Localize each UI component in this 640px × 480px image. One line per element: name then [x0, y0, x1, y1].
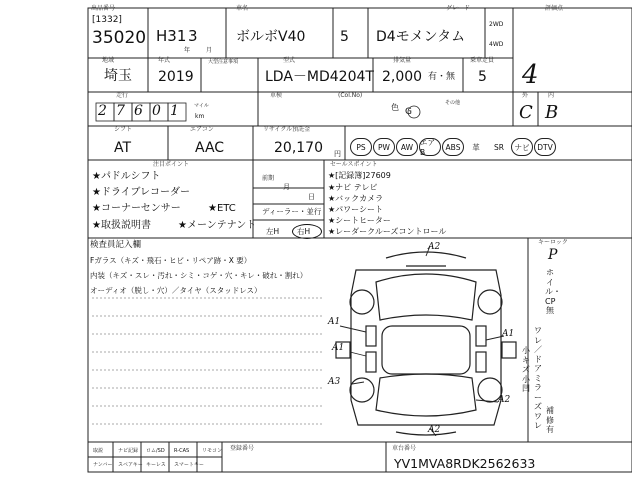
ac-label: エアコン	[190, 126, 214, 133]
sales-item: ★シートヒーター	[328, 216, 391, 225]
lot-label: 出品番号	[91, 5, 116, 12]
dealer-label: ディーラー・並行	[262, 207, 322, 216]
diagram-marks	[326, 240, 526, 436]
drive-4wd: 4WD	[489, 41, 504, 48]
color-other: その他	[445, 100, 461, 106]
chassis-label: 車台番号	[392, 445, 417, 452]
lot-bracket: [1332]	[92, 15, 122, 25]
equip-item: スマートキー	[174, 462, 204, 468]
mileage-digit: 1	[170, 103, 179, 119]
model-code: LDA－MD4204T	[265, 69, 374, 85]
option-navi: ナビ	[511, 138, 533, 156]
equip-item: スペアキー	[118, 462, 143, 468]
sales-item: ★ナビ テレビ	[328, 183, 378, 192]
color-label: 色	[391, 103, 399, 112]
inspector-interior: 内装（キズ・スレ・汚れ・シミ・コゲ・穴・キレ・破れ・割れ）	[90, 271, 308, 280]
option-dtv: DTV	[534, 138, 556, 156]
region-label: 地域	[102, 57, 115, 64]
cc-label: 排気量	[393, 57, 412, 64]
sales-title: セールスポイント	[330, 161, 378, 168]
interior-grade: B	[545, 102, 559, 123]
grade-label: グレード	[446, 5, 471, 12]
option-ps: PS	[350, 138, 372, 156]
registration-label: 登録番号	[230, 445, 255, 452]
auction-sheet	[8, 6, 632, 474]
grade: D4モメンタム	[376, 29, 466, 45]
mileage-digit: 7	[116, 103, 125, 119]
fuel: 有・無	[428, 72, 456, 82]
year-short: 3	[188, 27, 198, 45]
interior-label: 内	[548, 92, 555, 99]
equip-item: リモコン	[202, 448, 223, 454]
lot-number: 35020	[92, 28, 147, 48]
option-abs: ABS	[442, 138, 464, 156]
sales-item: ★パワーシート	[328, 205, 384, 214]
mileage-unit-km: km	[195, 113, 205, 120]
color-value: G	[405, 107, 412, 117]
seats: 5	[478, 69, 487, 85]
small-note: 大型注意事項	[208, 59, 239, 65]
mileage-label: 走行	[116, 92, 129, 99]
option-badges	[350, 134, 632, 160]
doors: 5	[340, 29, 349, 45]
equip-item: ナビ記録	[118, 448, 139, 454]
option-leather: 革	[472, 142, 480, 152]
key-mark: P	[548, 247, 558, 263]
inspection-label: 車検	[270, 92, 283, 99]
damage-mark: A1	[332, 343, 345, 353]
damage-mark: A2	[428, 425, 441, 435]
note-item: ★ETC	[208, 203, 236, 214]
equip-item: 取説	[93, 448, 104, 454]
mid-day: 日	[308, 193, 315, 201]
mileage-digit: 2	[98, 103, 107, 119]
notes-title: 注目ポイント	[153, 161, 190, 168]
note-item: ★コーナーセンサー	[92, 203, 181, 214]
mid-label: 前期	[262, 175, 275, 182]
right-vertical-2: ワレ／ドアミラー ズワレ	[534, 326, 542, 430]
month-unit: 月	[206, 47, 213, 54]
damage-mark: A2	[498, 395, 511, 405]
right-title: キーロック	[538, 239, 568, 246]
note-item: ★メーンテナント	[178, 220, 257, 231]
displacement: 2,000	[382, 69, 423, 85]
damage-mark: A2	[428, 242, 441, 252]
note-item: ★取扱説明書	[92, 220, 151, 231]
note-item: ★ドライブレコーダー	[92, 187, 190, 198]
option-airbag: エアB	[419, 138, 441, 156]
region: 埼玉	[104, 68, 132, 84]
exterior-grade: C	[519, 102, 533, 123]
damage-mark: A1	[502, 329, 515, 339]
sales-list	[328, 170, 538, 240]
equipment-grid	[90, 446, 230, 474]
sales-item: ★[記録簿]27609	[328, 171, 391, 180]
model-label: 型式	[283, 57, 296, 64]
color-code-label: (Col.No)	[338, 92, 363, 99]
sales-item: ★バックカメラ	[328, 194, 384, 203]
mileage-digit: 6	[134, 103, 143, 119]
ac-value: AAC	[195, 140, 225, 156]
car-name-label: 車名	[236, 5, 249, 12]
car-name: ボルボV40	[236, 29, 306, 45]
mileage-unit-mile: マイル	[194, 103, 209, 109]
handle-right-circle	[292, 224, 322, 239]
exterior-label: 外	[522, 92, 529, 99]
damage-mark: A1	[328, 317, 341, 327]
right-vertical-3: 小キズ 小凹	[522, 346, 530, 393]
inspector-audio: オーディオ（脱し・穴）／タイヤ（スタッドレス）	[90, 286, 262, 295]
drive-2wd: 2WD	[489, 21, 504, 28]
note-item: ★パドルシフト	[92, 171, 161, 182]
option-aw: AW	[396, 138, 418, 156]
shift-value: AT	[114, 140, 132, 156]
equip-item: キーレス	[146, 462, 166, 468]
era: H31	[156, 27, 187, 45]
right-vertical-1: ホイル・CP 無	[545, 268, 561, 315]
equip-item: R-CAS	[174, 448, 190, 454]
seat-label: 乗車定員	[470, 57, 495, 64]
mileage-digit: 0	[152, 103, 161, 119]
year-label: 年式	[158, 57, 171, 64]
model-year: 2019	[158, 69, 194, 85]
shift-label: シフト	[114, 126, 133, 133]
mid-month: 月	[283, 183, 290, 191]
chassis-number: YV1MVA8RDK2562633	[394, 456, 536, 471]
option-pw: PW	[373, 138, 395, 156]
handle-right: 右H	[297, 227, 311, 236]
mileage-digits	[96, 103, 206, 121]
handle-left: 左H	[266, 227, 280, 236]
recycle-unit: 円	[334, 150, 341, 158]
sales-item: ★レーダークルーズコントロール	[328, 227, 447, 236]
recycle-label: リサイクル預託金	[263, 126, 311, 133]
equip-item: ナンバー	[93, 462, 113, 468]
score-label: 評価点	[545, 5, 564, 12]
recycle-fee: 20,170	[274, 140, 323, 156]
score-value: 4	[522, 60, 539, 90]
equip-item: ロム/SD	[146, 448, 165, 454]
inspector-glass: Fガラス（キズ・飛石・ヒビ・リペア跡・X 要）	[90, 256, 252, 265]
right-vertical-4: 補修有	[546, 406, 554, 434]
inspector-title: 検査員記入欄	[90, 240, 142, 250]
option-sunroof: SR	[494, 142, 504, 152]
damage-mark: A3	[328, 377, 341, 387]
year-unit: 年	[184, 47, 191, 54]
